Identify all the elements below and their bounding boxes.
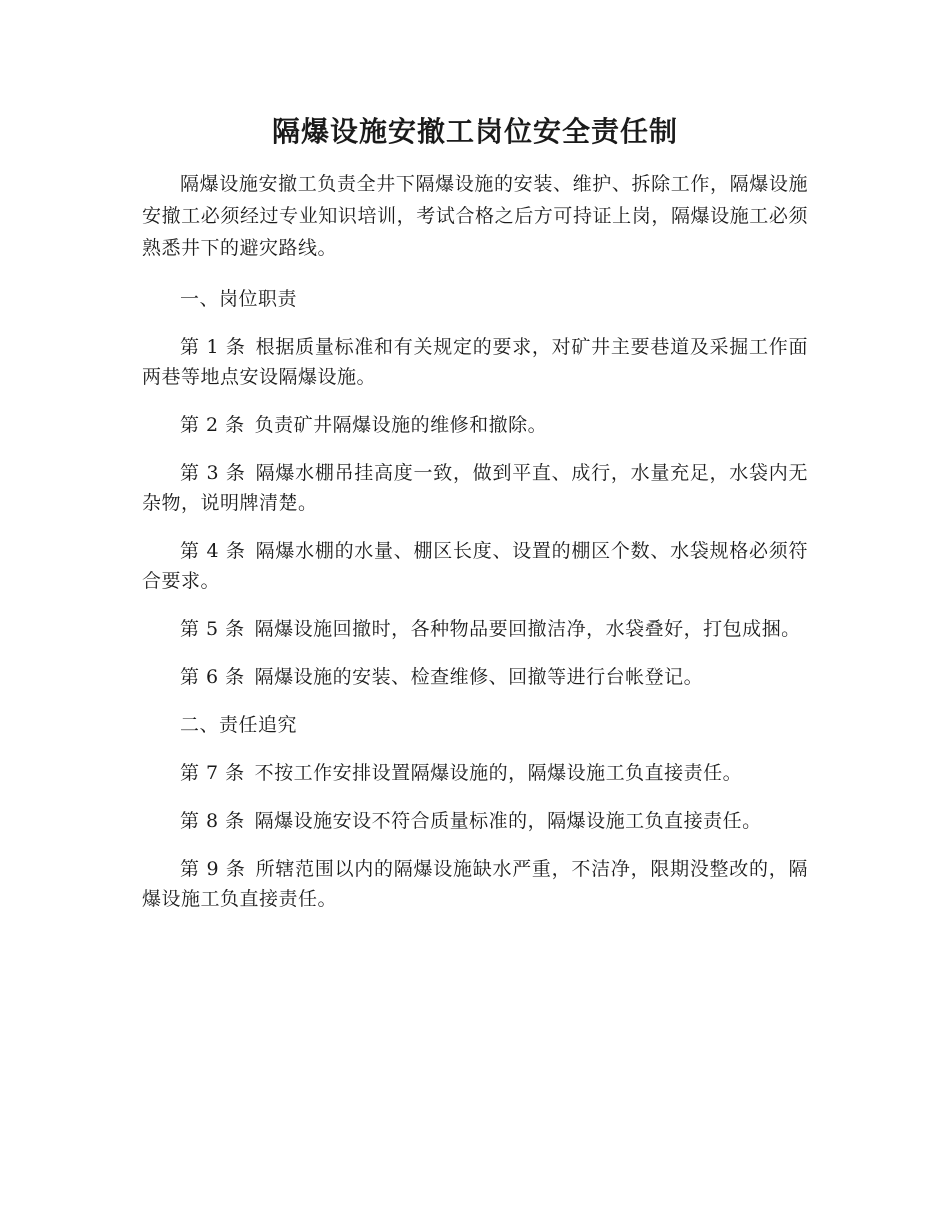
article-label: 第 4 条 — [180, 540, 246, 562]
article-text: 隔爆水棚吊挂高度一致，做到平直、成行，水量充足，水袋内无杂物，说明牌清楚。 — [142, 462, 808, 514]
article-text: 负责矿井隔爆设施的维修和撤除。 — [254, 414, 548, 436]
article-text: 所辖范围以内的隔爆设施缺水严重，不洁净，限期没整改的，隔爆设施工负直接责任。 — [142, 858, 808, 910]
article-label: 第 5 条 — [180, 618, 245, 640]
article-label: 第 6 条 — [180, 666, 245, 688]
article-label: 第 2 条 — [180, 414, 245, 436]
article-text: 隔爆水棚的水量、棚区长度、设置的棚区个数、水袋规格必须符合要求。 — [142, 540, 808, 592]
section-heading-duties: 一、岗位职责 — [180, 288, 298, 310]
article-label: 第 1 条 — [180, 336, 246, 358]
article-4 — [142, 536, 808, 596]
article-3 — [142, 458, 808, 518]
article-6 — [142, 662, 808, 692]
section-heading-accountability: 二、责任追究 — [180, 714, 298, 736]
article-label: 第 7 条 — [180, 762, 245, 784]
article-7 — [142, 758, 808, 788]
article-label: 第 8 条 — [180, 810, 245, 832]
article-text: 不按工作安排设置隔爆设施的，隔爆设施工负直接责任。 — [254, 762, 743, 784]
article-text: 隔爆设施的安装、检查维修、回撤等进行台帐登记。 — [254, 666, 704, 688]
article-text: 隔爆设施回撤时，各种物品要回撤洁净，水袋叠好，打包成捆。 — [254, 618, 801, 640]
article-label: 第 3 条 — [180, 462, 246, 484]
article-8 — [142, 806, 808, 836]
document-title: 隔爆设施安撤工岗位安全责任制 — [271, 115, 678, 148]
article-9 — [142, 854, 808, 914]
article-5 — [142, 614, 808, 644]
article-label: 第 9 条 — [180, 858, 246, 880]
document-body — [142, 168, 808, 932]
article-text: 根据质量标准和有关规定的要求，对矿井主要巷道及采掘工作面两巷等地点安设隔爆设施。 — [142, 336, 808, 388]
article-2 — [142, 410, 808, 440]
article-1 — [142, 332, 808, 392]
article-text: 隔爆设施安设不符合质量标准的，隔爆设施工负直接责任。 — [254, 810, 762, 832]
intro-paragraph: 隔爆设施安撤工负责全井下隔爆设施的安装、维护、拆除工作，隔爆设施安撤工必须经过专业知识培训，考试合格之后方可持证上岗，隔爆设施工必须熟悉井下的避灾路线。 — [142, 173, 808, 259]
